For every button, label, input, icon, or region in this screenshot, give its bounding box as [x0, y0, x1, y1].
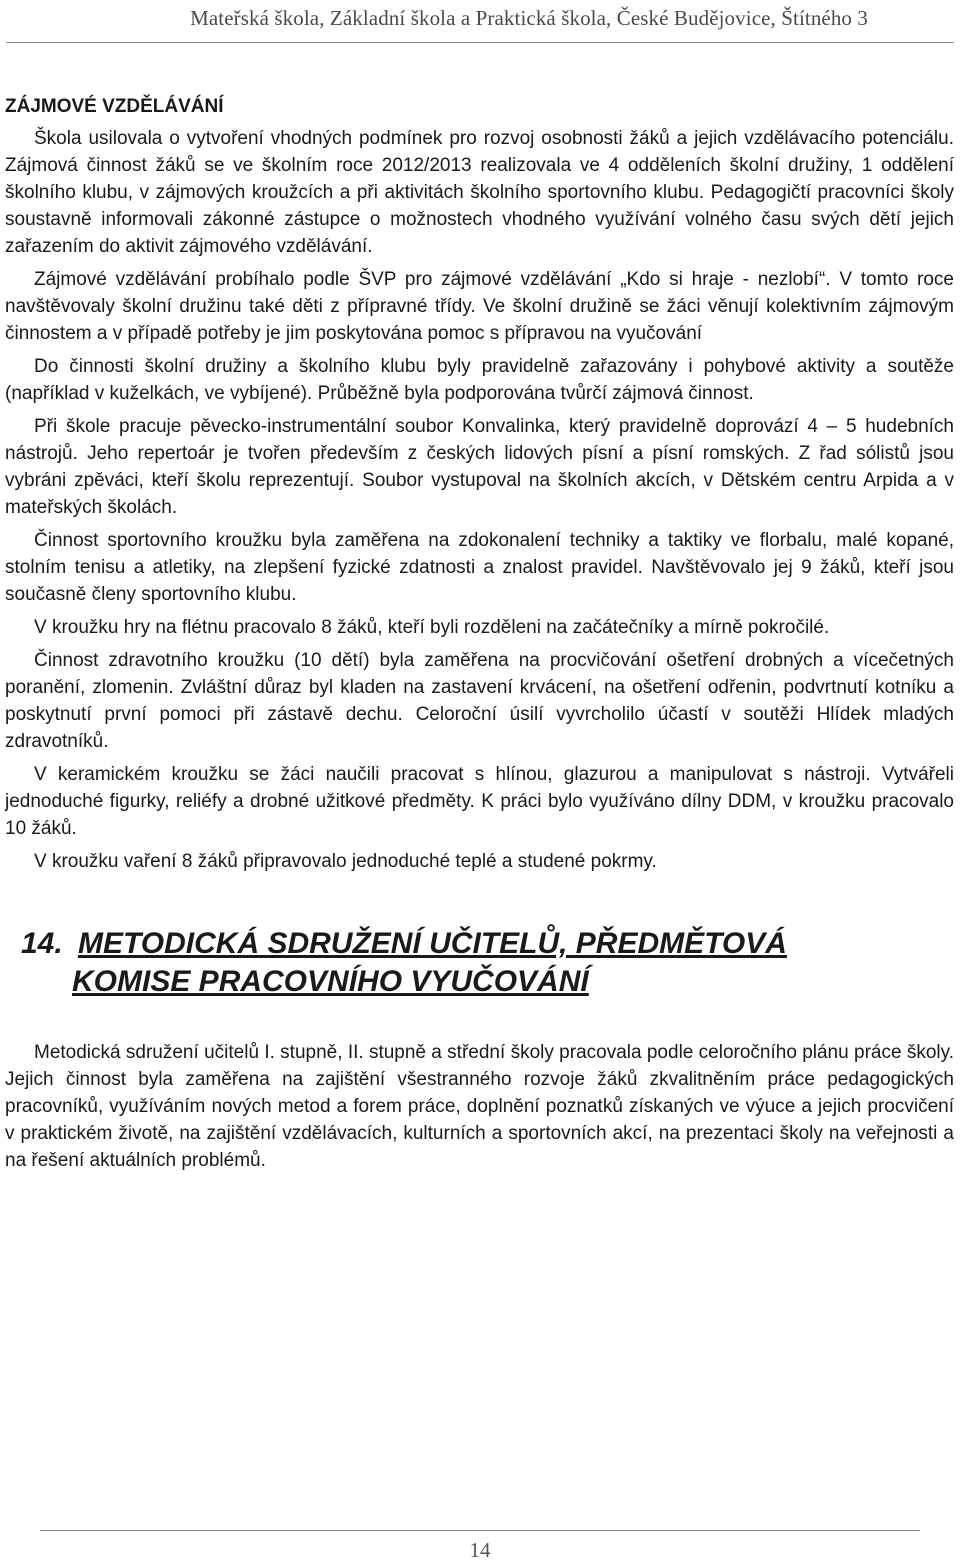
page-number: 14 [469, 1538, 491, 1562]
paragraph-4: Při škole pracuje pěvecko-instrumentální soubor Konvalinka, který pravidelně doprovází 4 – 5 hudebních nástrojů. Jeho repertoár je tvořen především z českých lidových písní a písní romských. Z řad sólistů jsou vybráni zpěváci, kteří školu reprezentují. Soubor vystupoval na školních akcích, v Dětském centru Arpida a v mateřských školách. [5, 416, 954, 518]
header-divider [6, 42, 954, 43]
chapter-paragraph: Metodická sdružení učitelů I. stupně, II. stupně a střední školy pracovala podle celoročního plánu práce školy. Jejich činnost byla zaměřena na zajištění všestranného rozvoje žáků zkvalitněním práce pedagogických pracovníků, využíváním nových metod a forem práce, doplnění poznatků získaných ve výuce a jejich procvičení v praktickém životě, na zajištění vzdělávacích, kulturních a sportovních akcí, na prezentaci školy na veřejnosti a na řešení aktuálních problémů. [5, 1042, 954, 1171]
paragraph-3: Do činnosti školní družiny a školního klubu byly pravidelně zařazovány i pohybové aktivity a soutěže (například v kuželkách, ve vybíjené). Průběžně byla podporována tvůrčí zájmová činnost. [5, 356, 954, 404]
paragraph-8: V keramickém kroužku se žáci naučili pracovat s hlínou, glazurou a manipulovat s nástroji. Vytvářeli jednoduché figurky, reliéfy a drobné užitkové předměty. K práci bylo využíváno dílny DDM, v kroužku pracovalo 10 žáků. [5, 764, 954, 839]
paragraph-9: V kroužku vaření 8 žáků připravovalo jednoduché teplé a studené pokrmy. [34, 851, 657, 872]
section-title: ZÁJMOVÉ VZDĚLÁVÁNÍ [5, 96, 224, 117]
chapter-heading [21, 925, 954, 1001]
paragraph-7: Činnost zdravotního kroužku (10 dětí) byla zaměřena na procvičování ošetření drobných a vícečetných poranění, zlomenin. Zvláštní důraz byl kladen na zastavení krvácení, na ošetření odřenin, podvrtnutí kotníku a poskytnutí první pomoci při zástavě dechu. Celoroční úsilí vyvrcholilo účastí v soutěži Hlídek mladých zdravotníků. [5, 650, 954, 752]
chapter-title-line-2: KOMISE PRACOVNÍHO VYUČOVÁNÍ [72, 965, 589, 998]
footer-divider [40, 1530, 920, 1531]
paragraph-5: Činnost sportovního kroužku byla zaměřena na zdokonalení techniky a taktiky ve florbalu, malé kopané, stolním tenisu a atletiky, na zlepšení fyzické zdatnosti a znalost pravidel. Navštěvovalo jej 9 žáků, kteří jsou současně členy sportovního klubu. [5, 530, 954, 605]
running-header: Mateřská škola, Základní škola a Praktická škola, České Budějovice, Štítného 3 [190, 6, 868, 30]
chapter-title-line-1: METODICKÁ SDRUŽENÍ UČITELŮ, PŘEDMĚTOVÁ [78, 927, 787, 960]
paragraph-2: Zájmové vzdělávání probíhalo podle ŠVP pro zájmové vzdělávání „Kdo si hraje - nezlobí“. V tomto roce navštěvovaly školní družinu také děti z přípravné třídy. Ve školní družině se žáci věnují kolektivním zájmovým činnostem a v případě potřeby je jim poskytována pomoc s přípravou na vyučování [5, 269, 954, 344]
chapter-number: 14. [21, 927, 63, 960]
paragraph-1: Škola usilovala o vytvoření vhodných podmínek pro rozvoj osobnosti žáků a jejich vzdělávacího potenciálu. Zájmová činnost žáků se ve školním roce 2012/2013 realizovala ve 4 odděleních školní družiny, 1 oddělení školního klubu, v zájmových kroužcích a při aktivitách školního sportovního klubu. Pedagogičtí pracovníci školy soustavně informovali zákonné zástupce o možnostech vhodného využívání volného času svých dětí jejich zařazením do aktivit zájmového vzdělávání. [5, 128, 954, 257]
page-content [5, 94, 954, 1180]
paragraph-6: V kroužku hry na flétnu pracovalo 8 žáků, kteří byli rozděleni na začátečníky a mírně pokročilé. [34, 617, 830, 638]
